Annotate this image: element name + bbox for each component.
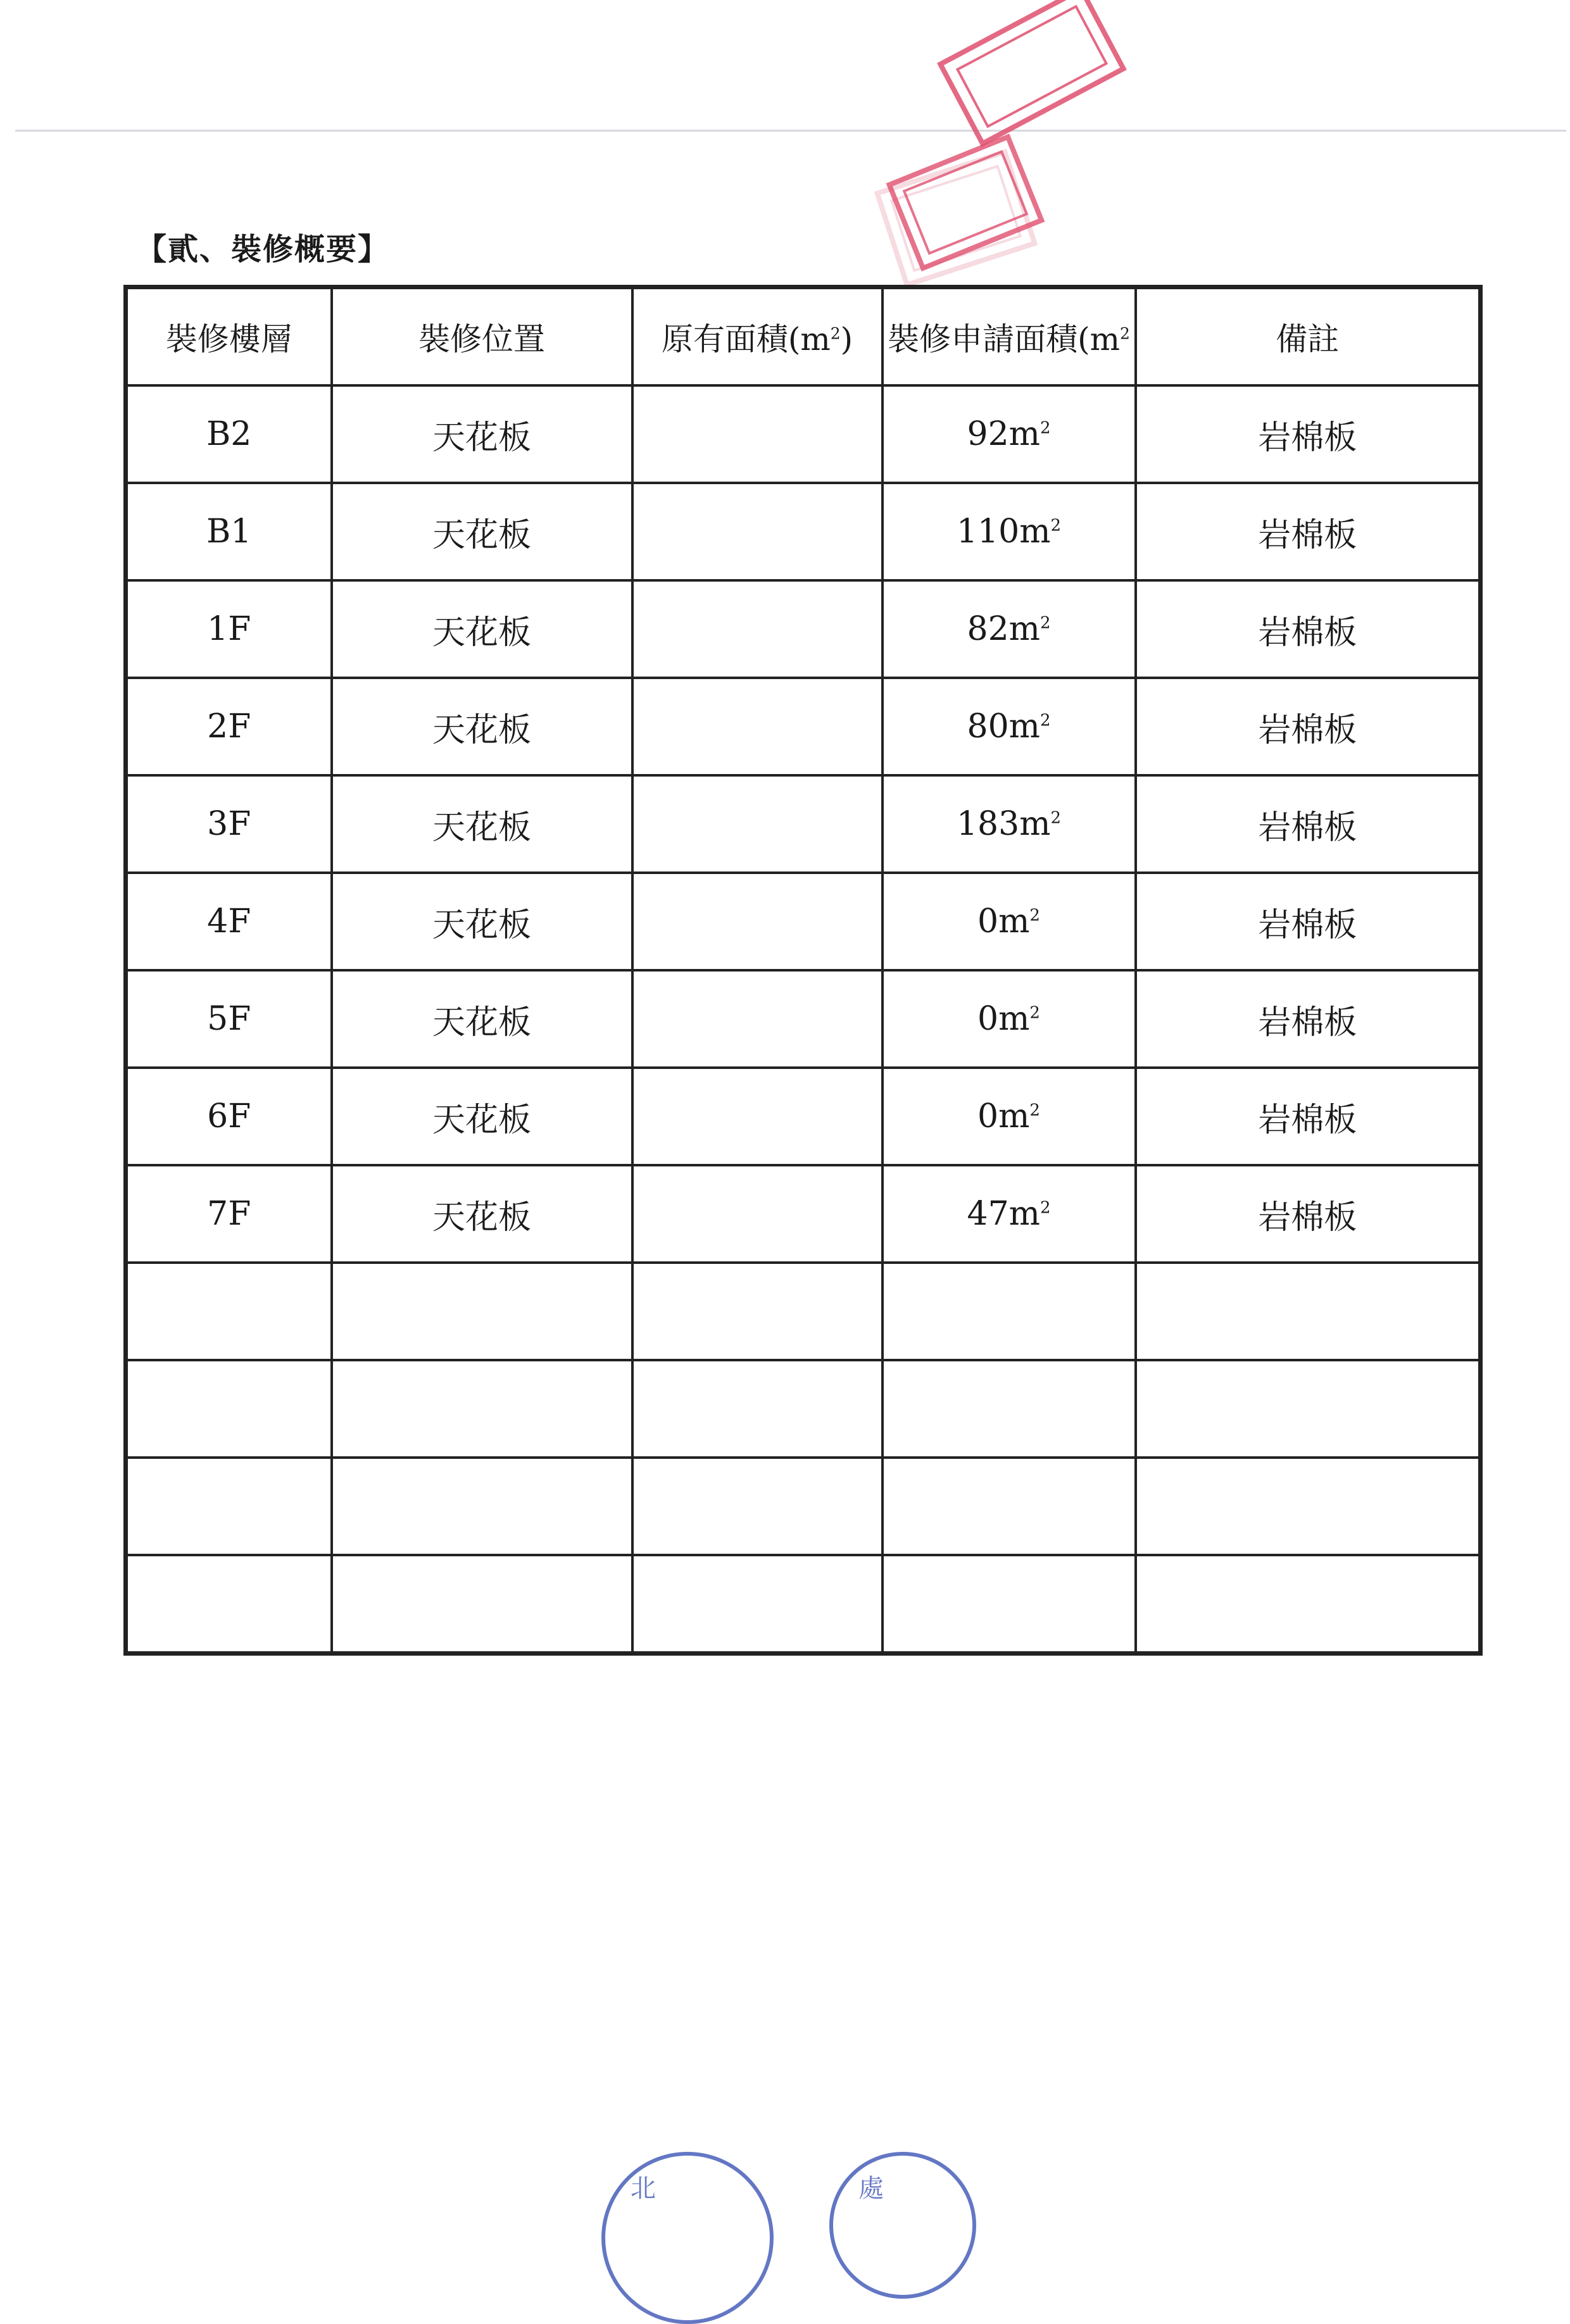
table-row	[126, 1263, 1481, 1360]
cell-position	[332, 1263, 632, 1360]
cell-floor: B2	[126, 385, 332, 483]
blue-official-stamp-right	[829, 2152, 976, 2299]
cell-original-area	[632, 1263, 882, 1360]
cell-position: 天花板	[332, 483, 632, 580]
cell-original-area	[632, 1165, 882, 1263]
cell-original-area	[632, 1068, 882, 1165]
cell-original-area	[632, 775, 882, 873]
cell-remarks: 岩棉板	[1136, 385, 1481, 483]
cell-original-area	[632, 1458, 882, 1555]
table-row	[126, 1165, 1481, 1263]
cell-remarks	[1136, 1360, 1481, 1458]
cell-applied-area: $80m^2$	[882, 678, 1136, 775]
cell-remarks: 岩棉板	[1136, 678, 1481, 775]
cell-applied-area: $47m^2$	[882, 1165, 1136, 1263]
cell-position: 天花板	[332, 385, 632, 483]
table-row	[126, 580, 1481, 678]
cell-original-area	[632, 970, 882, 1068]
cell-remarks: 岩棉板	[1136, 970, 1481, 1068]
table-body	[126, 385, 1481, 1654]
table-row	[126, 1555, 1481, 1654]
blue-stamp-text: 北	[631, 2174, 656, 2203]
cell-applied-area: $92m^2$	[882, 385, 1136, 483]
cell-remarks: 岩棉板	[1136, 580, 1481, 678]
cell-original-area	[632, 678, 882, 775]
cell-applied-area	[882, 1360, 1136, 1458]
cell-applied-area: $0m^2$	[882, 970, 1136, 1068]
cell-floor: 7F	[126, 1165, 332, 1263]
cell-position	[332, 1360, 632, 1458]
cell-original-area	[632, 385, 882, 483]
cell-remarks: 岩棉板	[1136, 1165, 1481, 1263]
cell-floor	[126, 1555, 332, 1654]
cell-position: 天花板	[332, 1165, 632, 1263]
cell-remarks: 岩棉板	[1136, 775, 1481, 873]
cell-position	[332, 1555, 632, 1654]
renovation-summary-table	[123, 285, 1483, 1656]
cell-floor	[126, 1263, 332, 1360]
cell-applied-area: $110m^2$	[882, 483, 1136, 580]
cell-remarks: 岩棉板	[1136, 873, 1481, 970]
cell-remarks	[1136, 1555, 1481, 1654]
cell-floor: 6F	[126, 1068, 332, 1165]
top-divider-line	[15, 130, 1566, 132]
cell-applied-area	[882, 1263, 1136, 1360]
blue-stamp-text-right: 處	[858, 2174, 884, 2203]
cell-floor	[126, 1458, 332, 1555]
header-floor: 裝修樓層	[126, 287, 332, 386]
cell-remarks	[1136, 1458, 1481, 1555]
cell-position: 天花板	[332, 775, 632, 873]
cell-applied-area: $82m^2$	[882, 580, 1136, 678]
cell-floor: 2F	[126, 678, 332, 775]
table-row	[126, 678, 1481, 775]
cell-remarks	[1136, 1263, 1481, 1360]
cell-applied-area	[882, 1555, 1136, 1654]
table-row	[126, 1068, 1481, 1165]
table-row	[126, 483, 1481, 580]
blue-official-stamp	[601, 2152, 774, 2324]
header-position: 裝修位置	[332, 287, 632, 386]
cell-original-area	[632, 873, 882, 970]
cell-original-area	[632, 483, 882, 580]
cell-applied-area: $183m^2$	[882, 775, 1136, 873]
cell-floor: 1F	[126, 580, 332, 678]
table-header-row	[126, 287, 1481, 386]
section-heading: 【貳、裝修概要】	[136, 232, 390, 267]
header-original-area: 原有面積$(m^2)$	[632, 287, 882, 386]
cell-original-area	[632, 1360, 882, 1458]
cell-position: 天花板	[332, 580, 632, 678]
cell-position	[332, 1458, 632, 1555]
header-remarks: 備註	[1136, 287, 1481, 386]
table-row	[126, 775, 1481, 873]
cell-floor: B1	[126, 483, 332, 580]
cell-remarks: 岩棉板	[1136, 1068, 1481, 1165]
cell-floor: 5F	[126, 970, 332, 1068]
cell-applied-area	[882, 1458, 1136, 1555]
header-applied-area: 裝修申請面積($m^2$	[882, 287, 1136, 386]
table-row	[126, 1458, 1481, 1555]
cell-original-area	[632, 580, 882, 678]
cell-position: 天花板	[332, 1068, 632, 1165]
table-row	[126, 970, 1481, 1068]
table-row	[126, 385, 1481, 483]
red-seal-stamp	[937, 0, 1127, 147]
table-row	[126, 1360, 1481, 1458]
cell-applied-area: $0m^2$	[882, 1068, 1136, 1165]
cell-position: 天花板	[332, 678, 632, 775]
cell-floor: 3F	[126, 775, 332, 873]
cell-applied-area: $0m^2$	[882, 873, 1136, 970]
table-row	[126, 873, 1481, 970]
cell-remarks: 岩棉板	[1136, 483, 1481, 580]
cell-floor	[126, 1360, 332, 1458]
cell-floor: 4F	[126, 873, 332, 970]
cell-position: 天花板	[332, 873, 632, 970]
cell-original-area	[632, 1555, 882, 1654]
cell-position: 天花板	[332, 970, 632, 1068]
